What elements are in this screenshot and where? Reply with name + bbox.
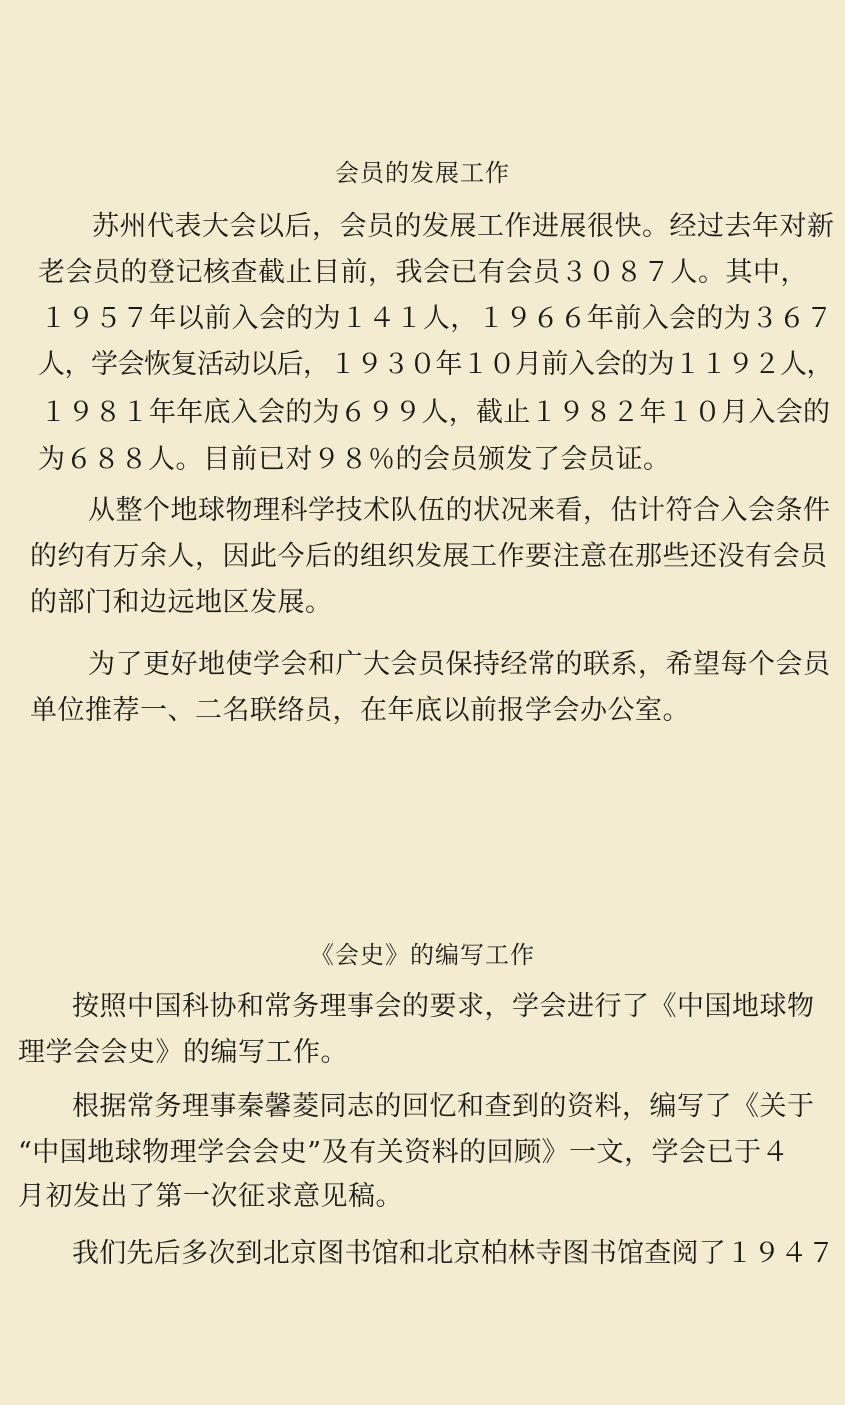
paragraph-line: 人，学会恢复活动以后，１９３０年１０月前入会的为１１９２人， — [38, 349, 833, 380]
paragraph-line: １９５７年以前入会的为１４１人，１９６６年前入会的为３６７ — [40, 303, 834, 334]
paragraph-line: 苏州代表大会以后，会员的发展工作进展很快。经过去年对新 — [92, 211, 835, 242]
paragraph-line: “中国地球物理学会会史”及有关资料的回顾》一文，学会已于４ — [18, 1137, 790, 1168]
paragraph-line: 理学会会史》的编写工作。 — [18, 1037, 348, 1068]
paragraph-line: 单位推荐一、二名联络员，在年底以前报学会办公室。 — [30, 695, 690, 726]
paragraph-line: 的约有万余人，因此今后的组织发展工作要注意在那些还没有会员 — [30, 541, 828, 572]
section-title-history-compilation: 《会史》的编写工作 — [310, 941, 535, 969]
paragraph-line: 我们先后多次到北京图书馆和北京柏林寺图书馆查阅了１９４７ — [72, 1238, 835, 1269]
paragraph-line: 为６８８人。目前已对９８％的会员颁发了会员证。 — [38, 444, 671, 475]
paragraph-line: 按照中国科协和常务理事会的要求，学会进行了《中国地球物 — [72, 991, 815, 1022]
paragraph-line: 月初发出了第一次征求意见稿。 — [18, 1181, 403, 1212]
paragraph-line: 从整个地球物理科学技术队伍的状况来看，估计符合入会条件 — [88, 495, 831, 526]
paragraph-line: 的部门和边远地区发展。 — [30, 587, 333, 618]
paragraph-line: 根据常务理事秦馨菱同志的回忆和查到的资料，编写了《关于 — [72, 1091, 815, 1122]
paragraph-line: １９８１年年底入会的为６９９人，截止１９８２年１０月入会的 — [40, 397, 831, 428]
paragraph-line: 老会员的登记核查截止目前，我会已有会员３０８７人。其中， — [38, 257, 808, 288]
paragraph-line: 为了更好地使学会和广大会员保持经常的联系，希望每个会员 — [88, 649, 831, 680]
section-title-member-development: 会员的发展工作 — [335, 159, 510, 187]
